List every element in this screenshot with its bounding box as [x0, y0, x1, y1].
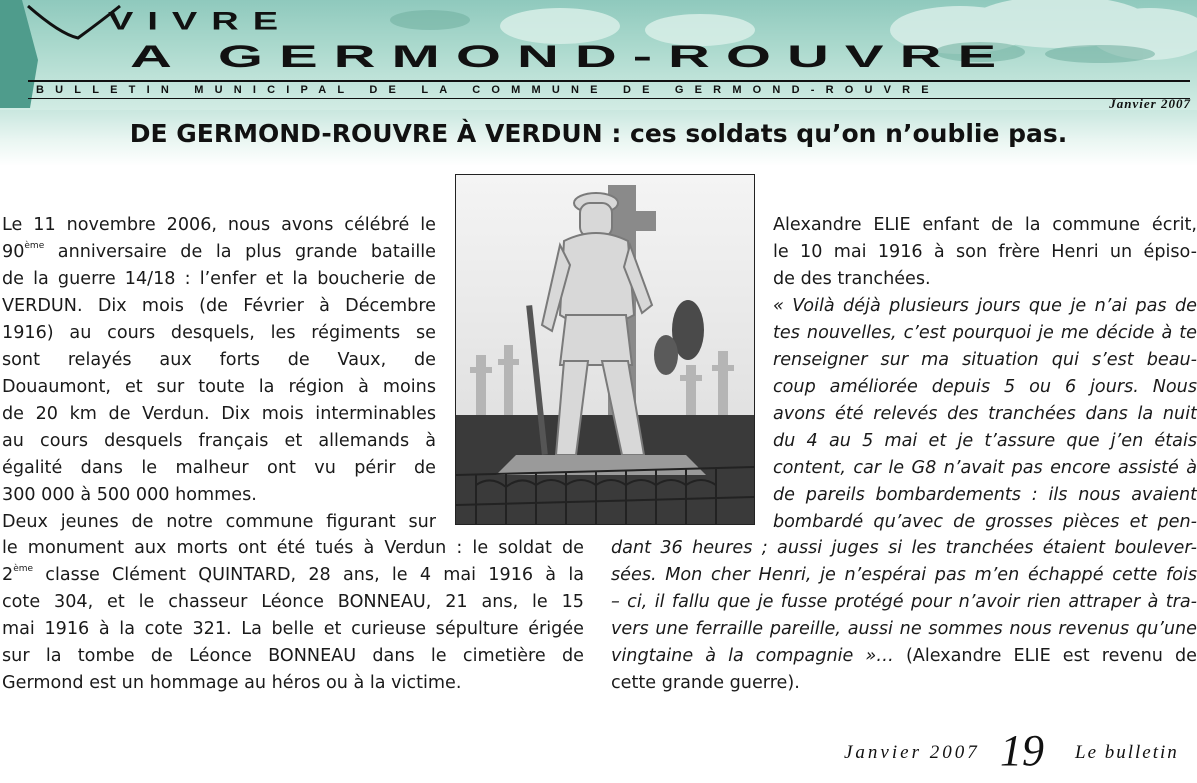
footer-month: Janvier 2007	[844, 742, 980, 763]
text-line	[2, 562, 584, 589]
logo-title-line1: VIVRE	[108, 8, 293, 36]
text-line: de la guerre 14/18 : l’enfer et la boucherie de	[2, 269, 436, 289]
text-line: Alexandre ELIE enfant de la commune écrit,	[773, 215, 1197, 235]
letter-quote-line: sées. Mon cher Henri, je n’espérai pas m’en échappé cette fois	[611, 565, 1197, 585]
article-headline: DE GERMOND-ROUVRE À VERDUN : ces soldats qu’on n’oublie pas.	[129, 119, 1068, 148]
text-line: VERDUN. Dix mois (de Février à Décembre	[2, 296, 436, 316]
article-bottom-right	[611, 535, 1197, 697]
text-fragment: classe Clément QUINTARD, 28 ans, le 4 mai 1916 à la	[33, 565, 584, 585]
footer-page-number: 19	[1000, 726, 1044, 775]
text-fragment: anniversaire de la plus grande bataille	[44, 242, 436, 262]
footer-publication-name: Le bulletin	[1075, 742, 1179, 763]
ordinal-number: 90	[2, 242, 25, 262]
text-line: le 10 mai 1916 à son frère Henri un épiso-	[773, 242, 1197, 262]
letter-quote-line: coup améliorée depuis 5 ou 6 jours. Nous	[773, 377, 1197, 397]
masthead-subtitle: BULLETIN MUNICIPAL DE LA COMMUNE DE GERMOND-ROUVRE	[36, 84, 940, 96]
masthead-rule	[28, 80, 1190, 82]
soldier-statue-photo	[455, 174, 755, 525]
text-line: égalité dans le malheur ont vu périr de	[2, 458, 436, 478]
letter-quote-line: de pareils bombardements : ils nous avaient	[773, 485, 1197, 505]
text-line	[2, 239, 436, 266]
text-line: le monument aux morts ont été tués à Verdun : le soldat de	[2, 538, 584, 558]
letter-quote-line: du 4 au 5 mai et je t’assure que j’en étais	[773, 431, 1197, 451]
ordinal-suffix: ème	[13, 564, 34, 574]
ordinal-number: 2	[2, 565, 14, 585]
text-line: Deux jeunes de notre commune figurant sur	[2, 512, 436, 532]
text-line: sont relayés aux forts de Vaux, de	[2, 350, 436, 370]
article-bottom-left	[2, 535, 584, 697]
logo-title-line2: A GERMOND-ROUVRE	[130, 38, 1013, 75]
text-line: Germond est un hommage au héros ou à la victime.	[2, 673, 462, 693]
letter-quote-line: « Voilà déjà plusieurs jours que je n’ai pas de	[773, 296, 1197, 316]
letter-quote-end: vingtaine à la compagnie »…	[611, 646, 906, 666]
letter-quote-line: renseigner sur ma situation qui s’est beau-	[773, 350, 1197, 370]
masthead	[0, 0, 1197, 110]
letter-quote-line: – ci, il fallu que je fusse protégé pour n’avoir rien attraper à tra-	[611, 592, 1197, 612]
article-right-column	[773, 212, 1197, 536]
headline-band	[0, 110, 1197, 166]
ordinal-suffix: ème	[24, 241, 45, 251]
letter-quote-line: avons été relevés des tranchées dans la nuit	[773, 404, 1197, 424]
text-line: mai 1916 à la cote 321. La belle et curieuse sépulture érigée	[2, 619, 584, 639]
text-fragment: (Alexandre ELIE est revenu de	[905, 646, 1197, 666]
text-line: au cours desquels français et allemands à	[2, 431, 436, 451]
text-line: 1916) au cours desquels, les régiments se	[2, 323, 436, 343]
letter-quote-line: content, car le G8 n’avait pas encore assisté à	[773, 458, 1197, 478]
text-line: 300 000 à 500 000 hommes.	[2, 485, 257, 505]
text-line	[611, 643, 1197, 670]
text-line: de 20 km de Verdun. Dix mois interminables	[2, 404, 436, 424]
text-line: de des tranchées.	[773, 269, 931, 289]
text-line: Le 11 novembre 2006, nous avons célébré le	[2, 215, 436, 235]
letter-quote-line: bombardé qu’avec de grosses pièces et pen-	[773, 512, 1197, 532]
masthead-issue-date: Janvier 2007	[1109, 96, 1191, 110]
letter-quote-line: vers une ferraille pareille, aussi ne sommes nous revenus qu’une	[611, 619, 1197, 639]
masthead-rule-bottom	[28, 98, 1190, 99]
soldier-statue-image	[456, 175, 755, 525]
letter-quote-line: dant 36 heures ; aussi juges si les tranchées étaient boulever-	[611, 538, 1197, 558]
text-line: cote 304, et le chasseur Léonce BONNEAU, 21 ans, le 15	[2, 592, 584, 612]
text-line: cette grande guerre).	[611, 673, 800, 693]
letter-quote-line: tes nouvelles, c’est pourquoi je me décide à te	[773, 323, 1197, 343]
article-left-column	[2, 212, 436, 536]
text-line: Douaumont, et sur toute la région à moins	[2, 377, 436, 397]
text-line: sur la tombe de Léonce BONNEAU dans le cimetière de	[2, 646, 584, 666]
